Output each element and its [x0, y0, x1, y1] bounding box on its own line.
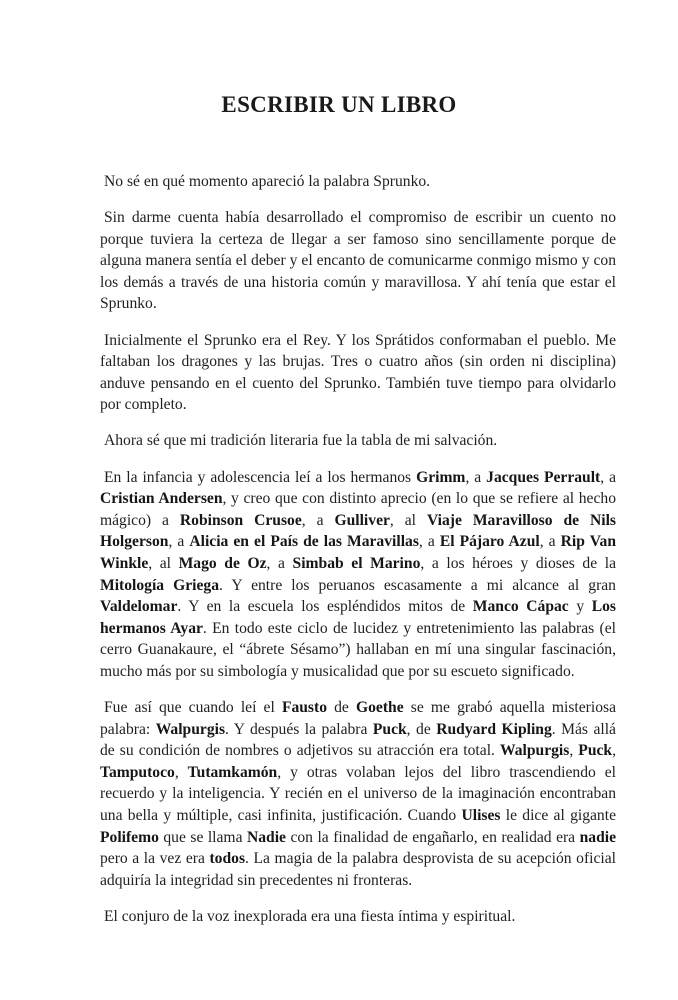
- bold-term: todos: [209, 850, 246, 868]
- text-run: , a: [418, 533, 440, 551]
- paragraph: [100, 207, 616, 315]
- text-run: , a: [301, 511, 335, 529]
- bold-term: Rudyard Kipling: [436, 720, 552, 738]
- text-run: , a: [168, 533, 190, 551]
- paragraph: [100, 430, 616, 452]
- text-run: , al: [148, 554, 179, 572]
- bold-term: Fausto: [281, 698, 327, 716]
- bold-term: Walpurgis: [500, 742, 570, 760]
- text-run: . Y en la escuela los espléndidos mitos de: [177, 598, 473, 616]
- bold-term: Ulises: [461, 806, 501, 824]
- chapter-title: ESCRIBIR UN LIBRO: [221, 92, 457, 117]
- paragraph: [100, 467, 616, 683]
- text-run: , de: [406, 720, 437, 738]
- text-run: ,: [612, 742, 616, 760]
- bold-term: Goethe: [356, 698, 404, 716]
- text-run: pero a la vez era: [100, 850, 210, 868]
- bold-term: Jacques Perrault: [486, 468, 601, 486]
- paragraph: [100, 906, 616, 928]
- bold-term: Alicia en el País de las Maravillas: [189, 533, 419, 551]
- text-run: , a: [600, 468, 616, 486]
- bold-term: Nadie: [246, 828, 286, 846]
- chapter-body: [100, 171, 616, 927]
- bold-term: Robinson Crusoe: [179, 511, 302, 529]
- text-run: . La magia de la palabra desprovista de su acepción oficial adquiría la integridad sin precedentes ni fronteras.: [100, 850, 616, 889]
- text-run: Sin darme cuenta había desarrollado el compromiso de escribir un cuento no porque tuviera la certeza de llegar a ser famoso sino sencillamente porque de alguna manera sentía el deber y el encanto de comunicarme conmigo mismo y con los demás a través de una historia común y maravillosa. Y ahí tenía que estar el Sprunko.: [100, 209, 616, 313]
- text-run: . En todo este ciclo de lucidez y entretenimiento las palabras (el cerro Guanakaure, el “ábrete Sésamo”) hallaban en mí una singular fascinación, mucho más por su simbología y musicalidad que por su escueto significado.: [100, 619, 616, 680]
- text-run: le dice al gigante: [500, 806, 616, 824]
- bold-term: Gulliver: [334, 511, 390, 529]
- bold-term: Puck: [578, 742, 613, 760]
- text-run: , a: [266, 554, 293, 572]
- text-run: El conjuro de la voz inexplorada era una fiesta íntima y espiritual.: [104, 907, 516, 925]
- text-run: , a: [465, 468, 487, 486]
- text-run: . Más allá de su condición de nombres o adjetivos su atracción era total.: [100, 720, 616, 760]
- bold-term: Los hermanos Ayar: [100, 598, 616, 637]
- bold-term: Mago de Oz: [178, 554, 267, 572]
- bold-term: Tamputoco: [100, 763, 175, 781]
- bold-term: nadie: [579, 828, 616, 846]
- bold-term: Cristian Andersen: [100, 490, 223, 508]
- text-run: , y creo que con distinto aprecio (en lo que se refiere al hecho mágico) a: [100, 490, 616, 529]
- text-run: , a los héroes y dioses de la: [420, 554, 616, 572]
- text-run: , a: [539, 533, 561, 551]
- paragraph: [100, 171, 616, 193]
- bold-term: Mitología Griega: [100, 576, 220, 594]
- text-run: . Y después la palabra: [225, 720, 373, 738]
- text-run: con la finalidad de engañarlo, en realidad era: [285, 828, 580, 846]
- text-run: y: [568, 598, 592, 616]
- text-run: de: [327, 698, 356, 716]
- text-run: ,: [569, 742, 579, 760]
- text-run: ,: [174, 763, 188, 781]
- bold-term: Viaje Maravilloso de Nils Holgerson: [100, 511, 616, 551]
- bold-term: Rip Van Winkle: [100, 533, 616, 572]
- bold-term: Grimm: [416, 468, 466, 486]
- bold-term: Tutamkamón: [187, 763, 278, 781]
- bold-term: Valdelomar: [100, 598, 178, 616]
- text-run: Fue así que cuando leí el: [104, 698, 282, 716]
- paragraph: [100, 697, 616, 891]
- text-run: , y otras volaban lejos del libro trascendiendo el recuerdo y la inteligencia. Y recién en el universo de la imaginación encontraban una bella y múltiple, casi infinita, justificación. Cuando: [100, 763, 616, 824]
- text-run: que se llama: [158, 828, 247, 846]
- text-run: En la infancia y adolescencia leí a los hermanos: [104, 468, 417, 486]
- bold-term: Walpurgis: [155, 720, 226, 738]
- text-run: , al: [389, 511, 427, 529]
- text-run: No sé en qué momento apareció la palabra Sprunko.: [104, 173, 431, 190]
- bold-term: El Pájaro Azul: [439, 533, 540, 551]
- text-run: se me grabó aquella misteriosa palabra:: [100, 698, 616, 738]
- bold-term: Puck: [372, 720, 407, 738]
- bold-term: Simbab el Marino: [292, 554, 421, 572]
- bold-term: Polifemo: [100, 828, 159, 846]
- text-run: . Y entre los peruanos escasamente a mi alcance al gran: [219, 576, 616, 594]
- bold-term: Manco Cápac: [472, 598, 569, 616]
- paragraph: [100, 330, 616, 416]
- text-run: Inicialmente el Sprunko era el Rey. Y los Sprátidos conformaban el pueblo. Me faltaban los dragones y las brujas. Tres o cuatro años (sin orden ni disciplina) anduve pensando en el cuento del Sprunko. También tuve tiempo para olvidarlo por completo.: [100, 331, 616, 414]
- text-run: Ahora sé que mi tradición literaria fue la tabla de mi salvación.: [104, 432, 498, 450]
